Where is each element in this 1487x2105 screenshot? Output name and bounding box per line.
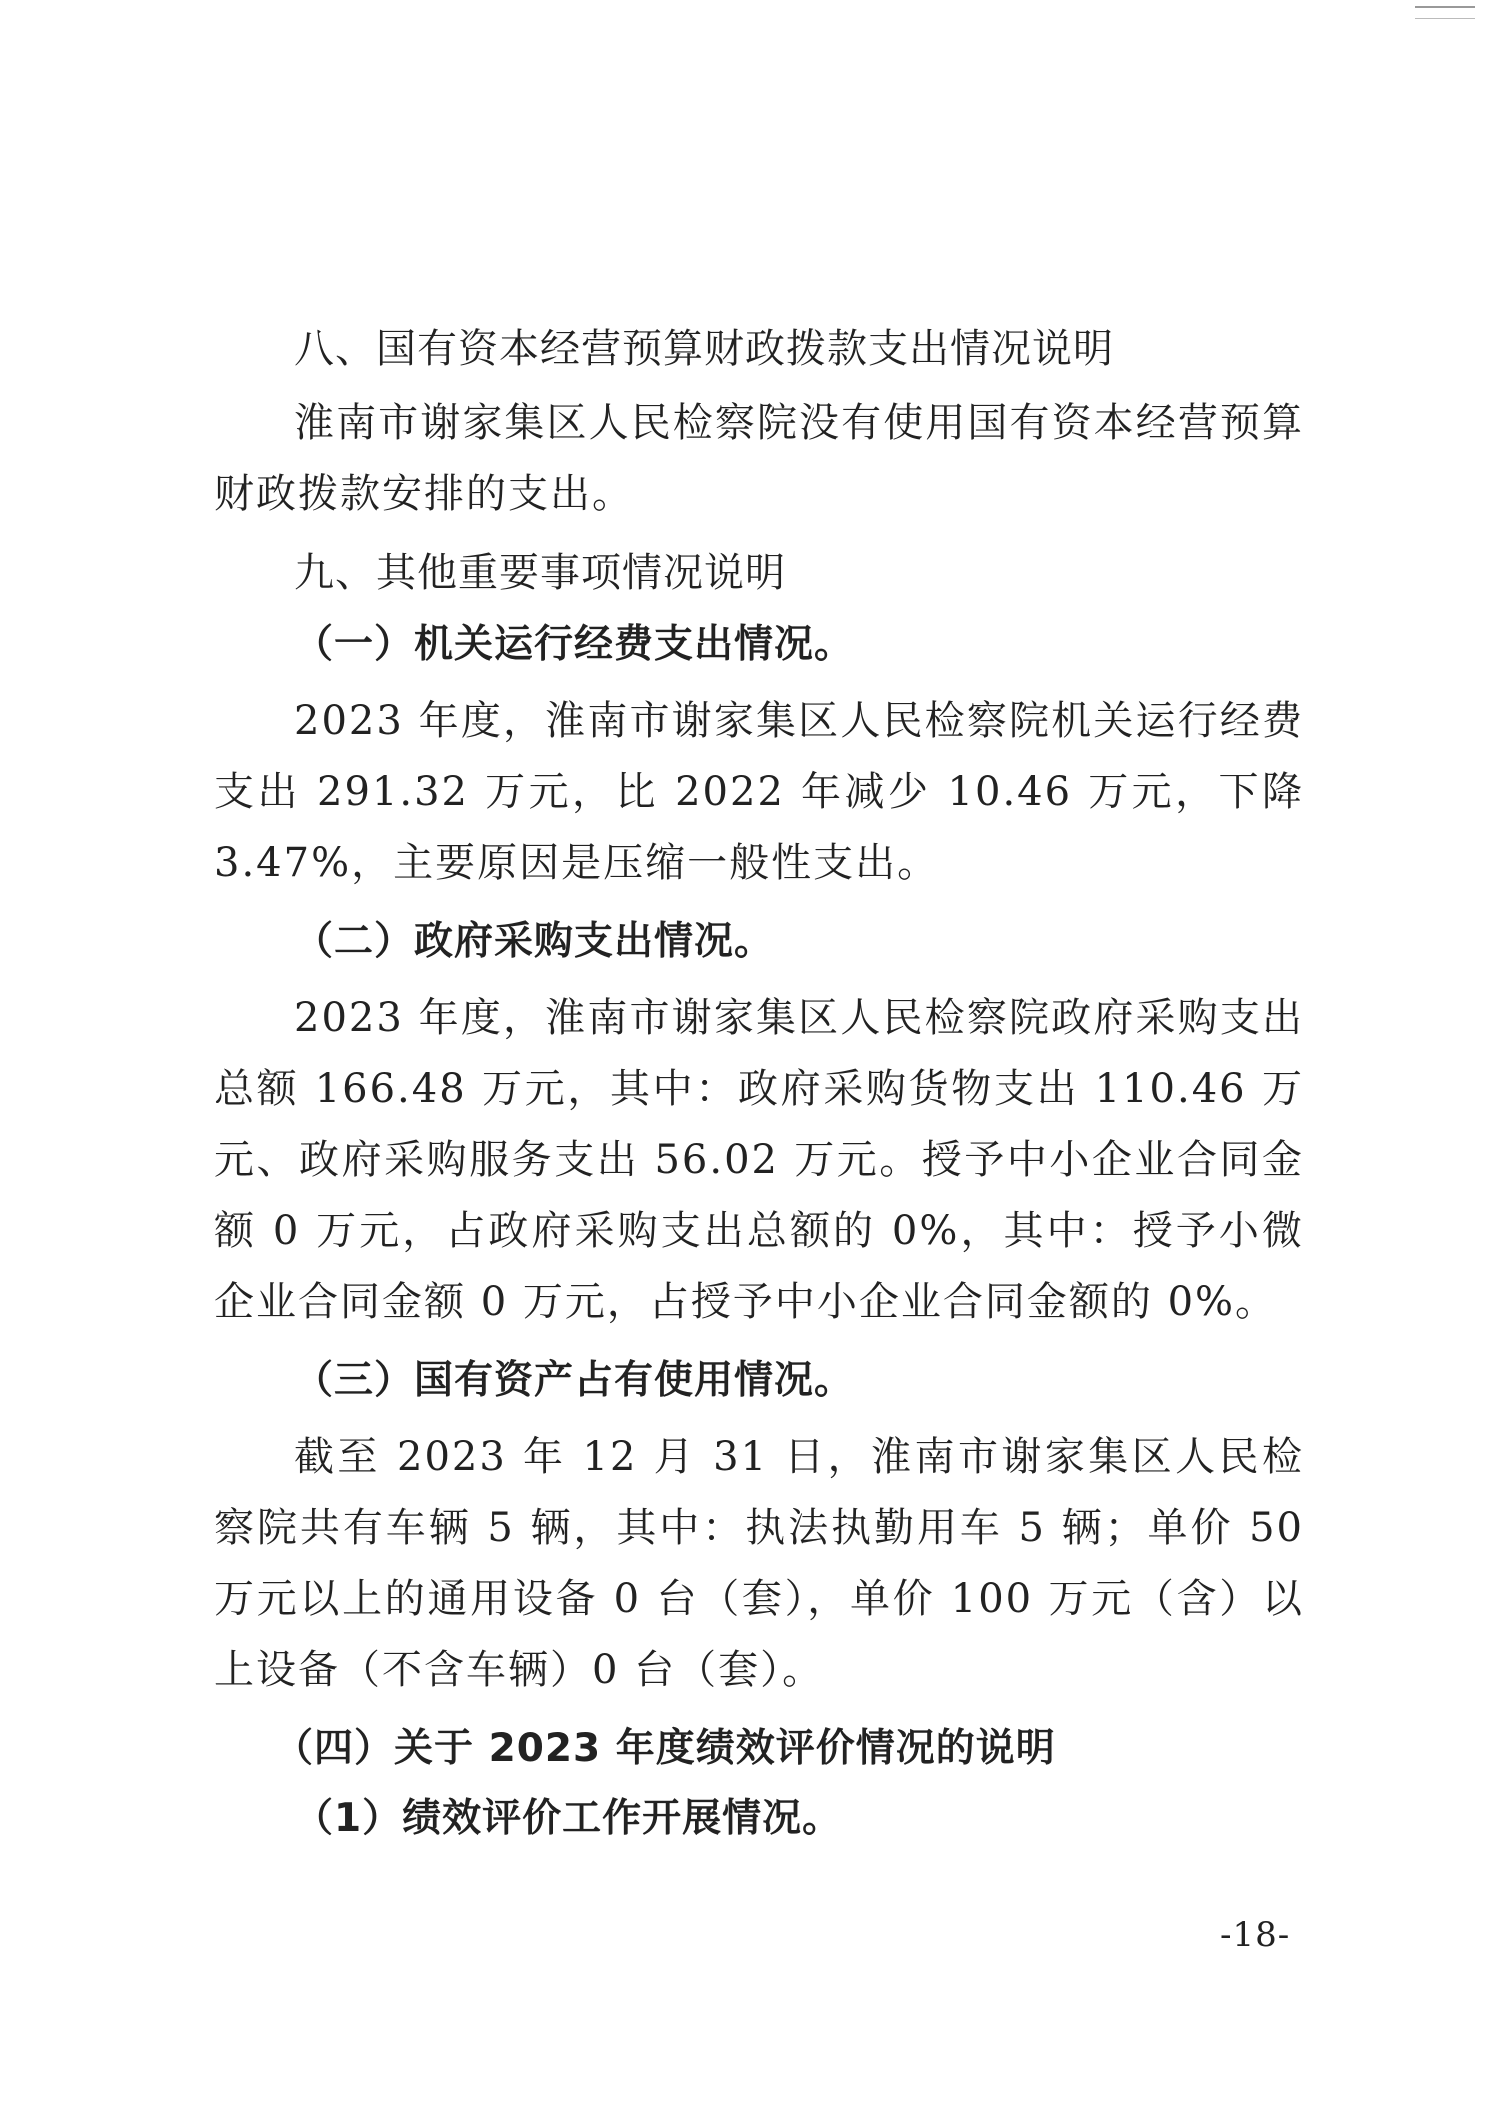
page-content (214, 320, 1304, 1860)
subsection-1-heading: （一）机关运行经费支出情况。 (294, 622, 855, 667)
section-8-body: 淮南市谢家集区人民检察院没有使用国有资本经营预算财政拨款安排的支出。 (214, 400, 1304, 517)
subsection-3-heading: （三）国有资产占有使用情况。 (294, 1358, 855, 1403)
subsection-3-body: 截至 2023 年 12 月 31 日，淮南市谢家集区人民检察院共有车辆 5 辆，其中：执法执勤用车 5 辆；单价 50 万元以上的通用设备 0 台（套），单价 100 万元（含）以上设备（不含车辆）0 台（套）。 (214, 1434, 1304, 1693)
section-9-heading: 九、其他重要事项情况说明 (294, 550, 786, 596)
section-8-heading: 八、国有资本经营预算财政拨款支出情况说明 (294, 326, 1114, 372)
scan-mark (1415, 6, 1475, 19)
subsection-2-body: 2023 年度，淮南市谢家集区人民检察院政府采购支出总额 166.48 万元，其中：政府采购货物支出 110.46 万元、政府采购服务支出 56.02 万元。授予中小企业合同金额 0 万元，占政府采购支出总额的 0%，其中：授予小微企业合同金额 0 万元，占授予中小企业合同金额的 0%。 (214, 995, 1304, 1325)
subsection-2-heading: （二）政府采购支出情况。 (294, 919, 775, 964)
subsection-4-item-1-heading: （1）绩效评价工作开展情况。 (294, 1796, 843, 1841)
subsection-1-body: 2023 年度，淮南市谢家集区人民检察院机关运行经费支出 291.32 万元，比 2022 年减少 10.46 万元，下降 3.47%，主要原因是压缩一般性支出。 (214, 698, 1304, 886)
page-number: -18- (1220, 1915, 1291, 1955)
subsection-4-heading: （四）关于 2023 年度绩效评价情况的说明 (274, 1726, 1056, 1771)
